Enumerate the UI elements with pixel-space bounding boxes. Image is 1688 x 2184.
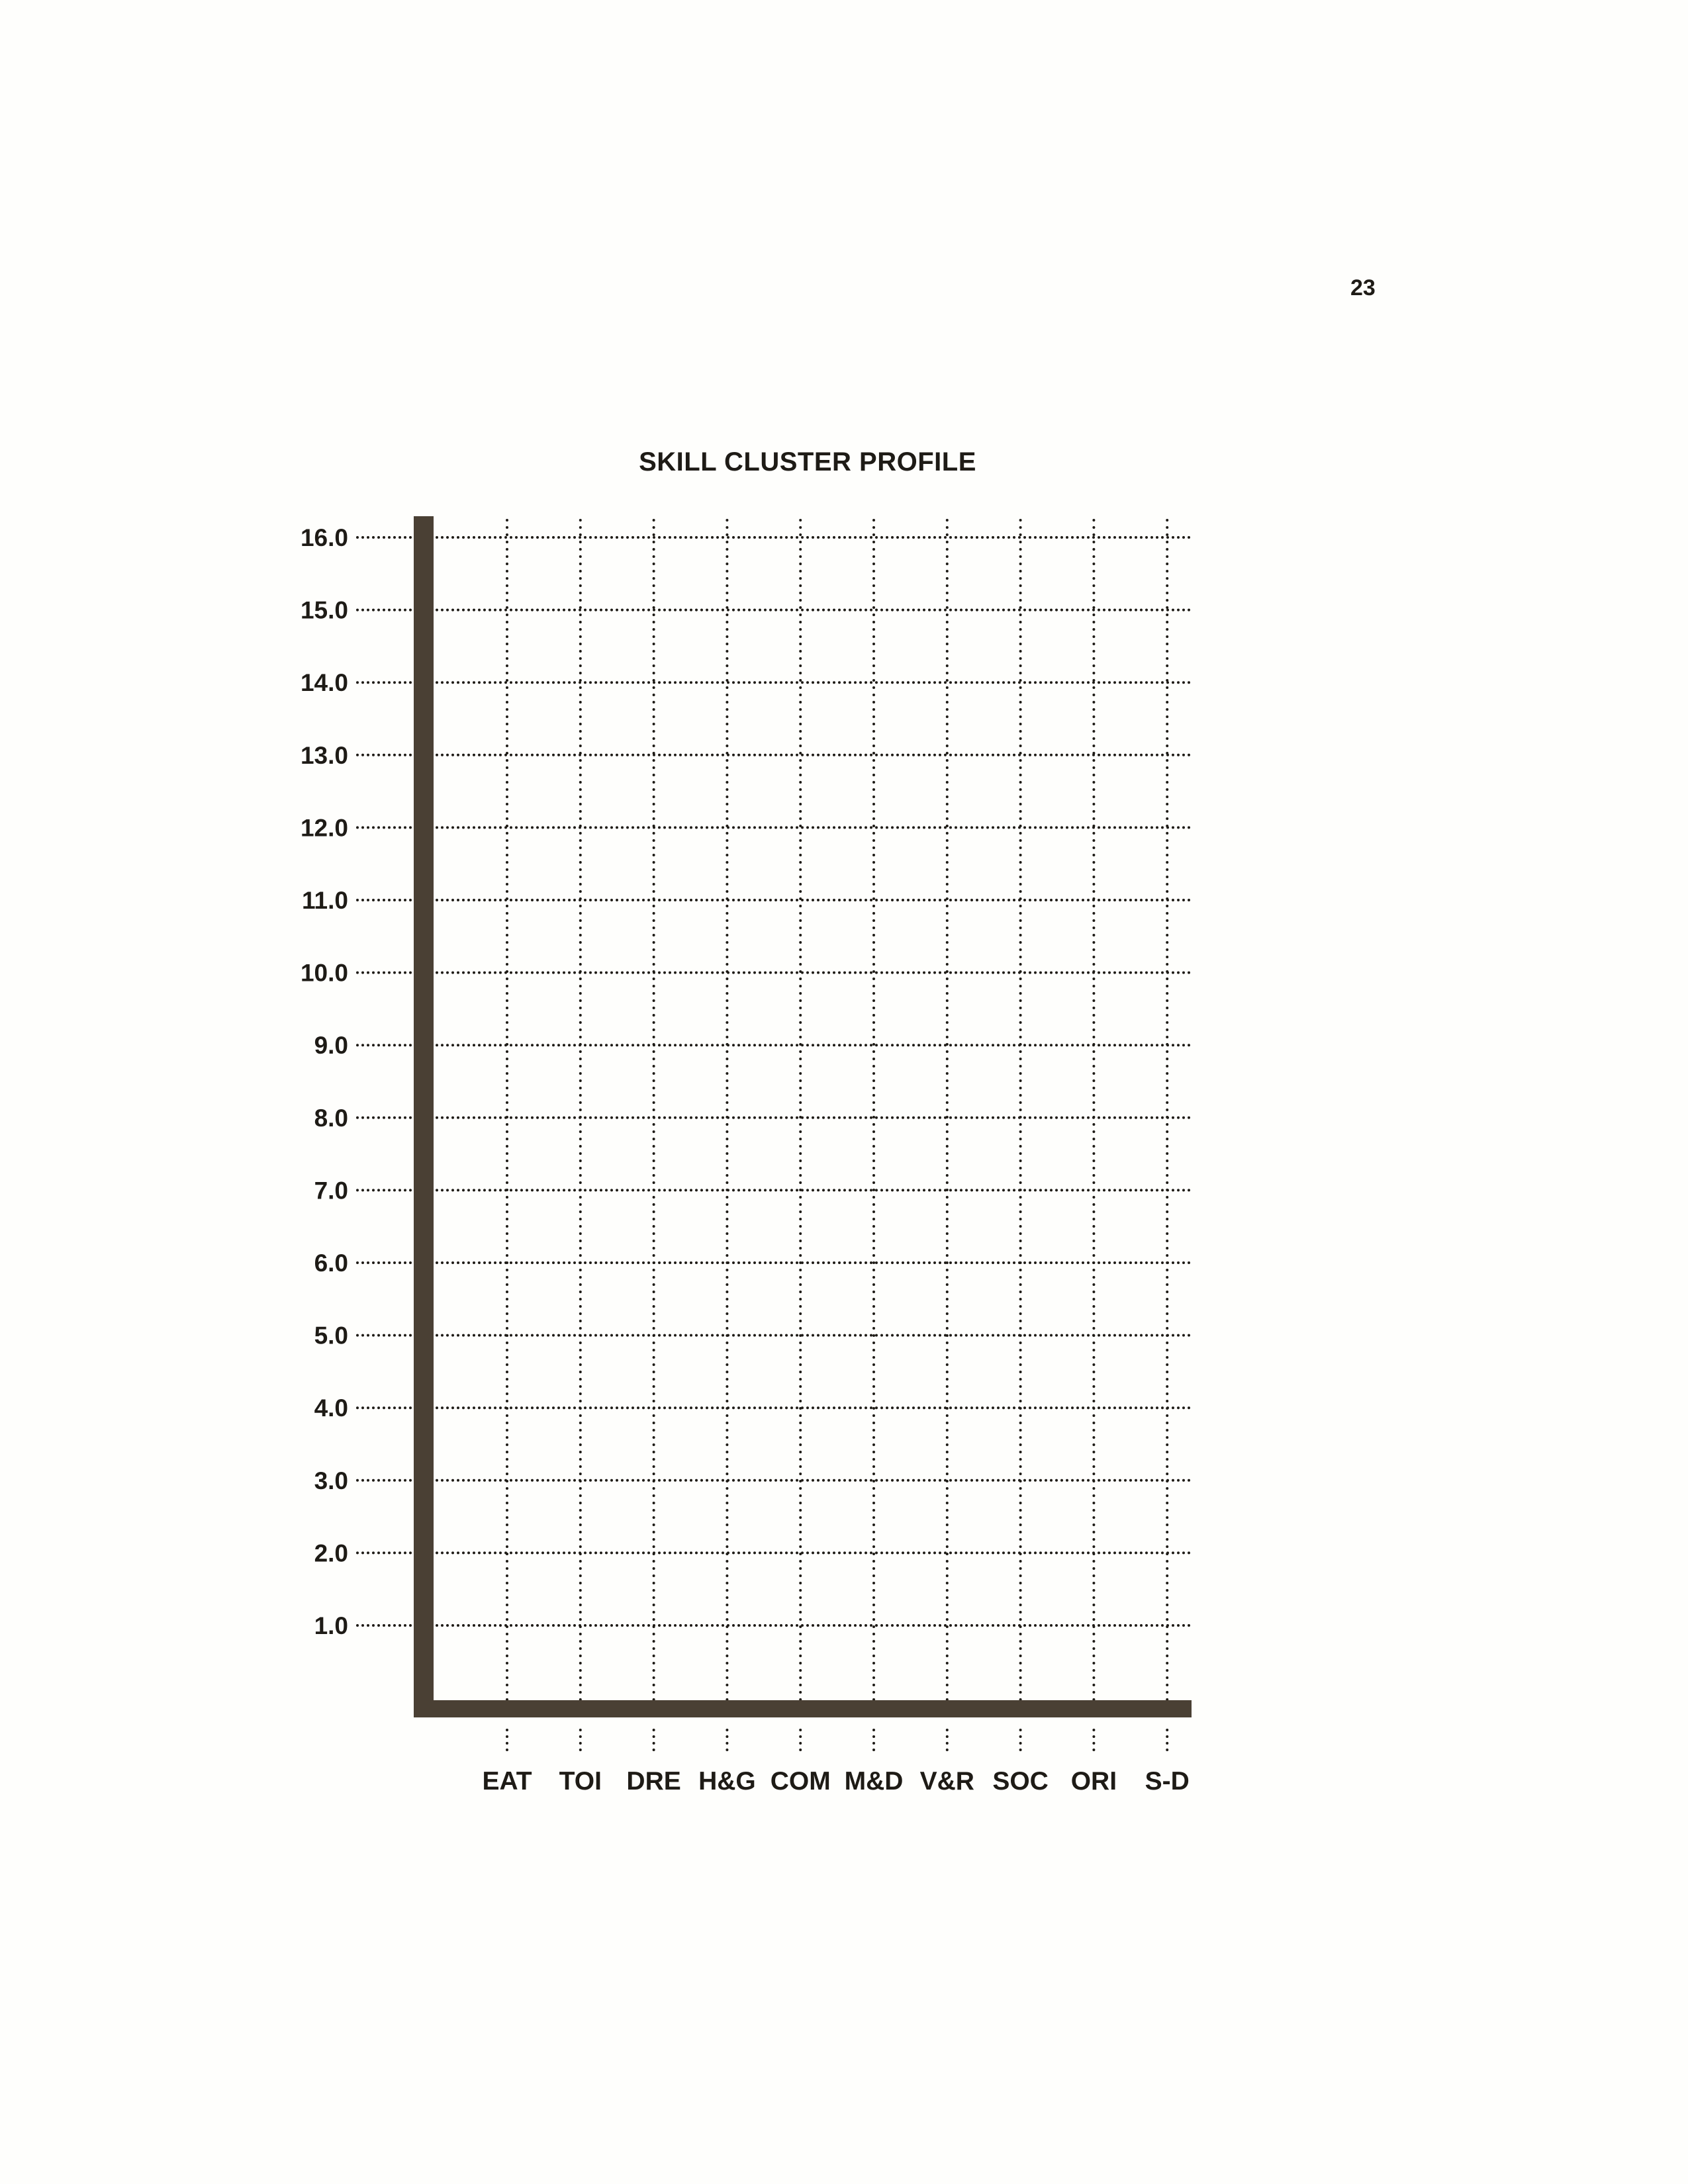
- y-tick-label: 11.0: [302, 887, 348, 914]
- grid-lines: [357, 520, 1192, 1751]
- x-tick-label: COM: [770, 1767, 831, 1796]
- y-tick-label: 4.0: [314, 1394, 348, 1422]
- y-tick-label: 3.0: [314, 1467, 348, 1494]
- x-tick-label: EAT: [482, 1767, 532, 1796]
- y-tick-label: 1.0: [314, 1612, 348, 1639]
- chart-title: SKILL CLUSTER PROFILE: [639, 447, 976, 477]
- y-tick-label: 5.0: [314, 1322, 348, 1349]
- y-tick-label: 12.0: [300, 814, 348, 842]
- x-tick-label: DRE: [626, 1767, 681, 1796]
- y-tick-label: 9.0: [314, 1032, 348, 1060]
- x-tick-label: S-D: [1145, 1767, 1190, 1796]
- y-axis-line: [414, 516, 434, 1717]
- y-tick-label: 14.0: [300, 669, 348, 697]
- y-tick-label: 16.0: [300, 524, 348, 551]
- x-tick-label: SOC: [992, 1767, 1049, 1796]
- y-tick-label: 7.0: [314, 1177, 348, 1205]
- x-tick-label: ORI: [1070, 1767, 1117, 1796]
- x-tick-label: M&D: [844, 1767, 904, 1796]
- y-tick-label: 2.0: [314, 1539, 348, 1567]
- x-tick-label: H&G: [698, 1767, 756, 1796]
- y-tick-label: 15.0: [300, 596, 348, 624]
- x-tick-label: TOI: [559, 1767, 602, 1796]
- x-axis-line: [414, 1700, 1192, 1717]
- y-tick-label: 13.0: [300, 741, 348, 769]
- x-tick-label: V&R: [919, 1767, 974, 1796]
- y-tick-label: 8.0: [314, 1104, 348, 1132]
- x-axis-ticks: [482, 1767, 1189, 1796]
- y-axis-ticks: [301, 524, 348, 1639]
- page-number: 23: [1350, 275, 1376, 300]
- y-tick-label: 6.0: [314, 1250, 348, 1277]
- y-tick-label: 10.0: [300, 959, 348, 987]
